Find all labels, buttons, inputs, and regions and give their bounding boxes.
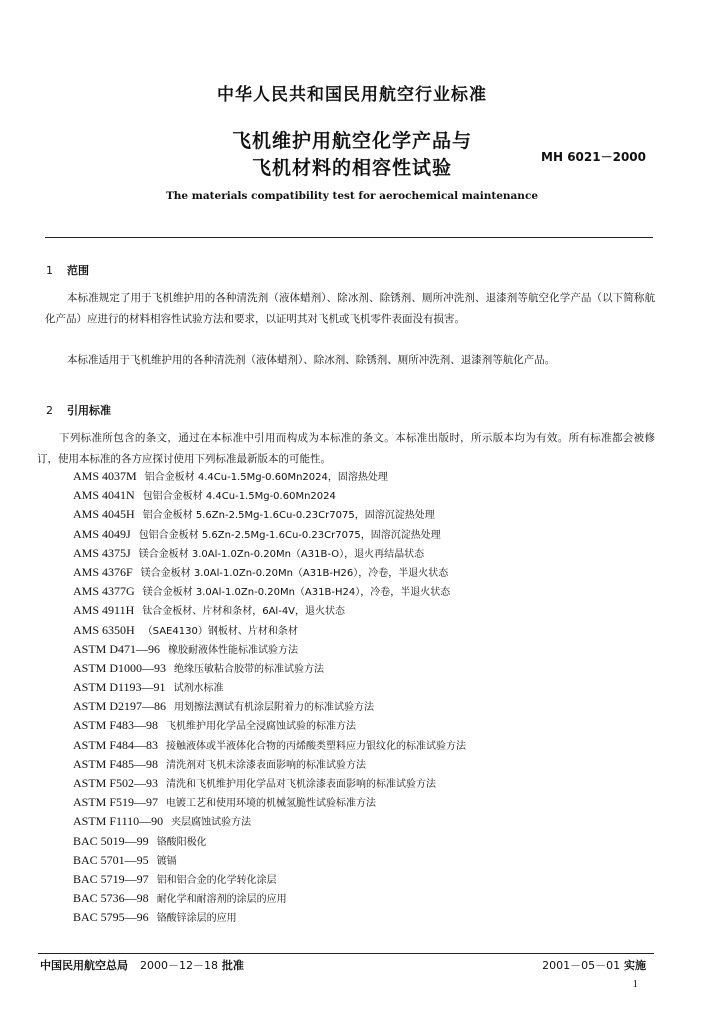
footer-effective (542, 957, 646, 973)
reference-item (73, 793, 653, 812)
reference-code: ASTM F484—83 (73, 737, 159, 752)
approval-date: 2000－12－18 (140, 959, 218, 972)
reference-item (73, 755, 653, 774)
section-1-number: 1 (46, 264, 53, 277)
footer-approval (40, 957, 244, 973)
effective-date: 2001－05－01 (542, 959, 621, 972)
reference-code: AMS 4911H (73, 603, 135, 618)
reference-item (73, 582, 653, 601)
reference-title: 电镀工艺和使用环境的机械氢脆性试验标准方法 (166, 798, 377, 810)
reference-title: 耐化学和耐溶剂的涂层的应用 (156, 894, 287, 906)
reference-code: BAC 5736—98 (73, 891, 149, 906)
reference-code: ASTM D2197—86 (73, 699, 167, 714)
reference-title: 包铝合金板材 4.4Cu-1.5Mg-0.60Mn2024 (142, 491, 336, 503)
reference-item (73, 467, 653, 486)
reference-title: 铬酸阳极化 (156, 836, 207, 848)
reference-item (73, 505, 653, 524)
reference-code: AMS 4037M (73, 469, 137, 483)
reference-code: ASTM F519—97 (73, 795, 159, 810)
reference-title: 镁合金板材 3.0Al-1.0Zn-0.20Mn（A31B-H24），冷卷，半退火状态 (142, 587, 451, 599)
reference-code: AMS 4375J (73, 545, 131, 560)
reference-title: 试剂水标准 (173, 683, 224, 695)
reference-code: AMS 4045H (73, 507, 135, 522)
reference-title: 铝合金板材 5.6Zn-2.5Mg-1.6Cu-0.23Cr7075，固溶沉淀热处理 (142, 510, 435, 522)
reference-item (73, 774, 653, 793)
reference-code: AMS 6350H (73, 622, 135, 637)
reference-title: 铝和铝合金的化学转化涂层 (156, 874, 277, 886)
reference-code: ASTM F483—98 (73, 718, 159, 733)
reference-item (73, 812, 653, 831)
reference-list (73, 467, 653, 928)
reference-title: 铝合金板材 4.4Cu-1.5Mg-0.60Mn2024，固溶热处理 (144, 472, 388, 483)
reference-title: 钛合金板材、片材和条材，6Al-4V，退火状态 (142, 606, 346, 618)
section-1-title: 范围 (67, 264, 89, 277)
reference-code: ASTM F1110—90 (73, 814, 164, 829)
reference-title: 飞机维护用化学品全浸腐蚀试验的标准方法 (166, 721, 357, 733)
approval-label: 批准 (221, 959, 244, 972)
reference-title: （SAE4130）钢板材、片材和条材 (142, 625, 298, 637)
reference-item (73, 832, 653, 851)
reference-item (73, 525, 653, 544)
reference-code: ASTM D1193—91 (73, 680, 166, 695)
reference-item (73, 870, 653, 889)
reference-item (73, 601, 653, 620)
reference-code: AMS 4041N (73, 488, 135, 503)
reference-item (73, 736, 653, 755)
reference-title: 接触液体或半液体化合物的丙烯酸类塑料应力银纹化的标准试验方法 (166, 740, 467, 752)
footer-divider (38, 953, 654, 954)
english-title: The materials compatibility test for aerochemical maintenance (165, 190, 539, 202)
reference-title: 夹层腐蚀试验方法 (171, 817, 252, 829)
reference-title: 包铝合金板材 5.6Zn-2.5Mg-1.6Cu-0.23Cr7075，固溶沉淀热处理 (138, 529, 441, 541)
reference-code: AMS 4049J (73, 526, 131, 541)
section-2-heading (46, 402, 111, 418)
reference-item (73, 621, 653, 640)
reference-item (73, 678, 653, 697)
reference-title: 用划擦法测试有机涂层附着力的标准试验方法 (174, 702, 375, 714)
reference-code: ASTM F502—93 (73, 776, 159, 790)
reference-code: BAC 5795—96 (73, 910, 149, 925)
reference-title: 铬酸锌涂层的应用 (156, 913, 237, 925)
issuer-heading: 中华人民共和国民用航空行业标准 (217, 85, 487, 105)
reference-title: 橡胶耐液体性能标准试验方法 (168, 644, 299, 656)
reference-item (73, 640, 653, 659)
reference-item (73, 697, 653, 716)
reference-item (73, 889, 653, 908)
reference-code: AMS 4376F (73, 564, 133, 579)
reference-item (73, 716, 653, 735)
reference-title: 清洗剂对飞机未涂漆表面影响的标准试验方法 (166, 759, 367, 771)
reference-title: 镁合金板材 3.0Al-1.0Zn-0.20Mn（A31B-O），退火再结晶状态 (138, 548, 425, 560)
reference-title: 镁合金板材 3.0Al-1.0Zn-0.20Mn（A31B-H26），冷卷，半退火状态 (140, 567, 449, 579)
reference-code: AMS 4377G (73, 584, 135, 599)
header-divider (45, 237, 653, 238)
reference-item (73, 486, 653, 505)
section-2-intro: 下列标准所包含的条文，通过在本标准中引用而构成为本标准的条文。本标准出版时，所示版本均为有效。所有标准都会被修订，使用本标准的各方应探讨使用下列标准最新版本的可能性。 (37, 432, 655, 465)
reference-item (73, 851, 653, 870)
footer-issuer: 中国民用航空总局 (40, 959, 128, 972)
title-line-2: 飞机材料的相容性试验 (251, 157, 452, 179)
reference-code: BAC 5701—95 (73, 852, 149, 867)
reference-item (73, 908, 653, 927)
reference-code: ASTM D471—96 (73, 641, 161, 656)
reference-item (73, 544, 653, 563)
reference-item (73, 659, 653, 678)
section-1-paragraph-1: 本标准规定了用于飞机维护用的各种清洗剂（液体蜡剂）、除冰剂、除锈剂、厕所冲洗剂、退漆剂等航空化学产品（以下简称航化产品）应进行的材料相容性试验方法和要求，以证明其对飞机或飞机零件表面没有损害。 (45, 292, 655, 325)
standard-code: MH 6021－2000 (541, 150, 646, 164)
section-2-number: 2 (46, 404, 53, 417)
reference-item (73, 563, 653, 582)
reference-code: ASTM D1000—93 (73, 660, 167, 675)
reference-title: 绝缘压敏粘合胶带的标准试验方法 (174, 663, 325, 675)
page-number: 1 (632, 978, 638, 990)
effective-label: 实施 (624, 959, 646, 972)
title-line-1: 飞机维护用航空化学产品与 (231, 130, 472, 152)
section-2-title: 引用标准 (67, 404, 111, 417)
reference-code: ASTM F485—98 (73, 756, 159, 771)
reference-title: 清洗和飞机维护用化学品对飞机涂漆表面影响的标准试验方法 (166, 779, 437, 790)
reference-code: BAC 5719—97 (73, 871, 149, 886)
reference-title: 镀镉 (156, 855, 177, 867)
section-1-heading (46, 262, 89, 278)
reference-code: BAC 5019—99 (73, 833, 149, 848)
section-1-paragraph-2: 本标准适用于飞机维护用的各种清洗剂（液体蜡剂）、除冰剂、除锈剂、厕所冲洗剂、退漆剂等航化产品。 (67, 354, 556, 366)
